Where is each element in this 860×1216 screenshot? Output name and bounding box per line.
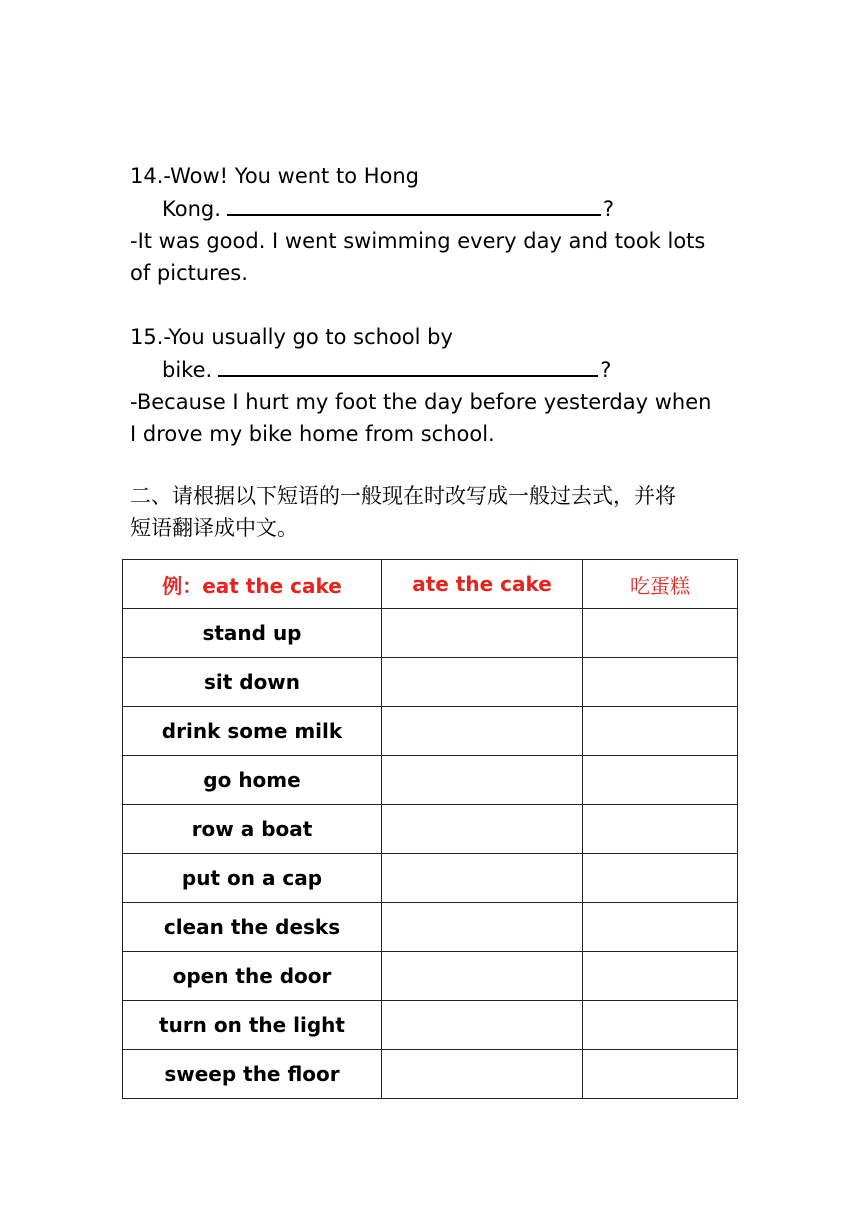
chinese-answer-cell[interactable] [583, 1050, 738, 1099]
question-line: 14.-Wow! You went to Hong [130, 164, 419, 188]
past-tense-answer-cell[interactable] [382, 658, 583, 707]
example-past-cell: ate the cake [382, 560, 583, 609]
question-14 [130, 160, 740, 289]
phrase-cell: open the door [123, 952, 382, 1001]
table-row [123, 756, 738, 805]
example-row [123, 560, 738, 609]
table-row [123, 609, 738, 658]
question-text: bike. [162, 358, 213, 382]
question-mark: ? [602, 197, 615, 221]
past-tense-answer-cell[interactable] [382, 609, 583, 658]
chinese-answer-cell[interactable] [583, 707, 738, 756]
chinese-answer-cell[interactable] [583, 854, 738, 903]
answer-blank[interactable] [227, 192, 601, 216]
answer-line: I drove my bike home from school. [130, 422, 495, 446]
phrase-cell: clean the desks [123, 903, 382, 952]
section-title-line: 二、请根据以下短语的一般现在时改写成一般过去式，并将 [130, 484, 676, 508]
phrase-cell: sit down [123, 658, 382, 707]
section-title-line: 短语翻译成中文。 [130, 516, 298, 540]
table-row [123, 1001, 738, 1050]
chinese-answer-cell[interactable] [583, 756, 738, 805]
past-tense-answer-cell[interactable] [382, 707, 583, 756]
past-tense-answer-cell[interactable] [382, 854, 583, 903]
section-title [130, 480, 740, 544]
past-tense-answer-cell[interactable] [382, 952, 583, 1001]
phrase-cell: turn on the light [123, 1001, 382, 1050]
table-row [123, 805, 738, 854]
answer-line: of pictures. [130, 261, 248, 285]
past-tense-answer-cell[interactable] [382, 805, 583, 854]
past-tense-answer-cell[interactable] [382, 1050, 583, 1099]
answer-line: -It was good. I went swimming every day and took lots [130, 229, 706, 253]
table-row [123, 854, 738, 903]
past-tense-answer-cell[interactable] [382, 903, 583, 952]
chinese-answer-cell[interactable] [583, 1001, 738, 1050]
worksheet [130, 160, 740, 544]
table-row [123, 952, 738, 1001]
example-chinese-cell: 吃蛋糕 [583, 560, 738, 609]
question-15 [130, 321, 740, 450]
phrase-cell: sweep the floor [123, 1050, 382, 1099]
chinese-answer-cell[interactable] [583, 903, 738, 952]
phrase-cell: row a boat [123, 805, 382, 854]
example-phrase-cell: 例：eat the cake [123, 560, 382, 609]
question-line: 15.-You usually go to school by [130, 325, 453, 349]
chinese-answer-cell[interactable] [583, 952, 738, 1001]
question-text: Kong. [162, 197, 221, 221]
past-tense-answer-cell[interactable] [382, 756, 583, 805]
table-row [123, 658, 738, 707]
phrase-cell: drink some milk [123, 707, 382, 756]
past-tense-answer-cell[interactable] [382, 1001, 583, 1050]
chinese-answer-cell[interactable] [583, 658, 738, 707]
chinese-answer-cell[interactable] [583, 805, 738, 854]
question-blank-line [130, 353, 740, 386]
question-mark: ? [600, 358, 612, 382]
table-row [123, 707, 738, 756]
chinese-answer-cell[interactable] [583, 609, 738, 658]
phrase-cell: stand up [123, 609, 382, 658]
spacer [130, 289, 740, 321]
answer-blank[interactable] [218, 353, 598, 377]
question-blank-line [130, 192, 740, 225]
table-row [123, 1050, 738, 1099]
phrase-table [122, 559, 738, 1099]
answer-line: -Because I hurt my foot the day before yesterday when [130, 390, 712, 414]
phrase-cell: go home [123, 756, 382, 805]
table-row [123, 903, 738, 952]
phrase-cell: put on a cap [123, 854, 382, 903]
